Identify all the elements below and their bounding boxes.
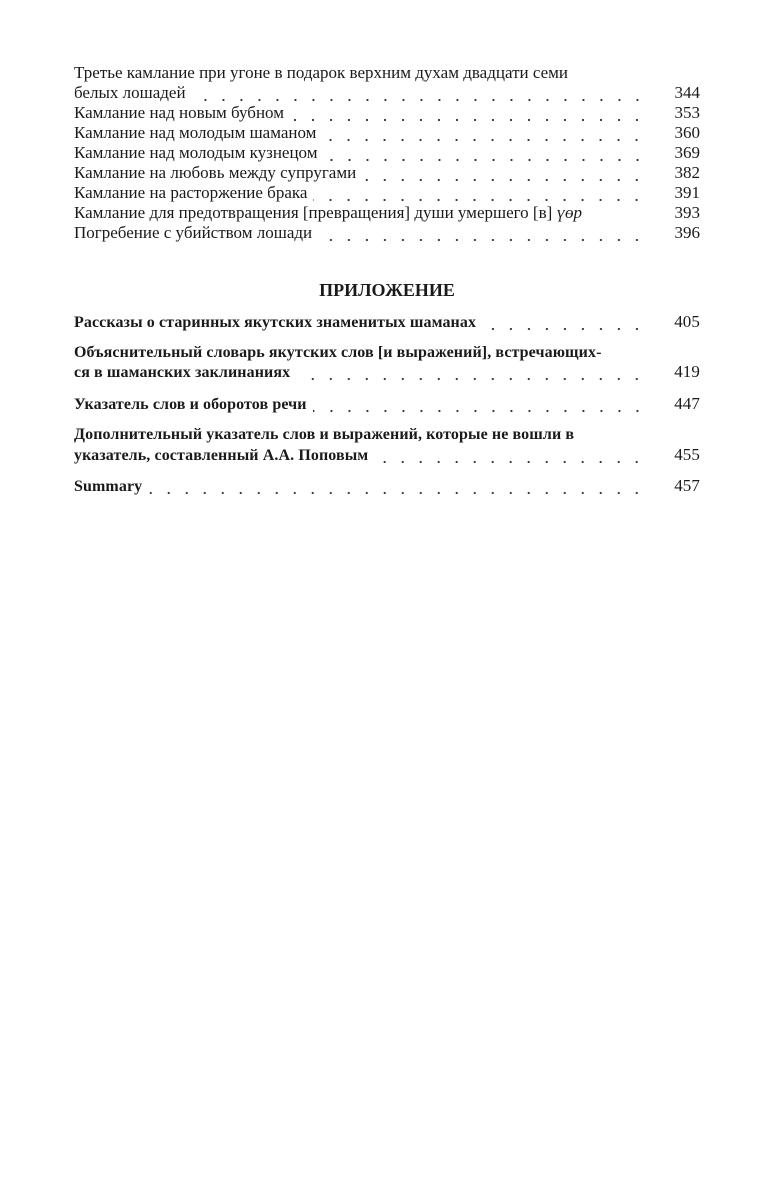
toc-entry-title: Дополнительный указатель слов и выражений, которые не вошли в [74, 426, 575, 443]
toc-entry-line [74, 425, 700, 445]
dot-leader [290, 103, 646, 123]
toc-page-number: 360 [674, 123, 700, 142]
toc-entry-title: Камлание над молодым шаманом [74, 123, 317, 142]
toc-entry-title: Объяснительный словарь якутских слов [и выражений], встречающих- [74, 344, 602, 361]
toc-page-number: 396 [674, 223, 700, 242]
dot-leader [296, 362, 646, 382]
toc-entry-title: Третье камлание при угоне в подарок верхним духам двадцати семи [74, 63, 568, 82]
toc-entry [74, 123, 700, 143]
toc-entry [74, 203, 700, 223]
dot-leader [362, 163, 646, 183]
toc-entry-line [74, 63, 700, 83]
dot-leader [324, 143, 647, 163]
toc-entry-title-text: Камлание для предотвращения [превращения] души умершего [в] [74, 203, 553, 222]
toc-entry-title: Камлание над молодым кузнецом [74, 143, 318, 162]
toc-entry-title-italic: үөр [556, 203, 583, 222]
toc-page-number: 369 [674, 143, 700, 162]
toc-entry-title: указатель, составленный А.А. Поповым [74, 447, 369, 464]
toc-entry [74, 163, 700, 183]
toc-page-number: 419 [674, 362, 700, 381]
toc-entry [74, 183, 700, 203]
toc-entry-title: ся в шаманских заклинаниях [74, 364, 291, 381]
toc-page-number: 447 [674, 394, 700, 413]
toc-entry-title: Погребение с убийством лошади [74, 223, 313, 242]
dot-leader [482, 312, 646, 332]
toc-entry [74, 445, 700, 465]
toc-entry [74, 394, 700, 414]
toc-page-number: 344 [674, 83, 700, 102]
dot-leader [148, 476, 646, 496]
toc-entry [74, 143, 700, 163]
toc-entry-title: Summary [74, 478, 143, 495]
toc-entry-title: Указатель слов и оборотов речи [74, 396, 307, 413]
toc-page-number: 391 [674, 183, 700, 202]
section-heading: ПРИЛОЖЕНИЕ [319, 280, 455, 300]
toc-entry-title [74, 203, 670, 223]
dot-leader [192, 83, 646, 103]
toc-entry [74, 476, 700, 496]
toc-entry [74, 223, 700, 243]
toc-entry [74, 83, 700, 103]
toc-entry-line [74, 343, 700, 363]
toc-entry-title: белых лошадей [74, 83, 186, 102]
dot-leader [322, 123, 646, 143]
dot-leader [374, 445, 646, 465]
dot-leader [313, 183, 646, 203]
toc-page-number: 457 [674, 476, 700, 495]
toc-entry-title: Камлание над новым бубном [74, 103, 284, 122]
toc-entry-title: Рассказы о старинных якутских знаменитых шаманах [74, 314, 477, 331]
toc-page-number: 353 [674, 103, 700, 122]
toc-page-number: 393 [674, 203, 700, 222]
toc-page-number: 382 [674, 163, 700, 182]
toc-page-number: 455 [674, 445, 700, 464]
toc-entry [74, 103, 700, 123]
toc-entry [74, 312, 700, 332]
toc-entry-title: Камлание на любовь между супругами [74, 163, 357, 182]
dot-leader [313, 394, 646, 414]
toc-entry-title: Камлание на расторжение брака [74, 183, 308, 202]
dot-leader [318, 223, 646, 243]
toc-entry [74, 362, 700, 382]
toc-page-number: 405 [674, 312, 700, 331]
